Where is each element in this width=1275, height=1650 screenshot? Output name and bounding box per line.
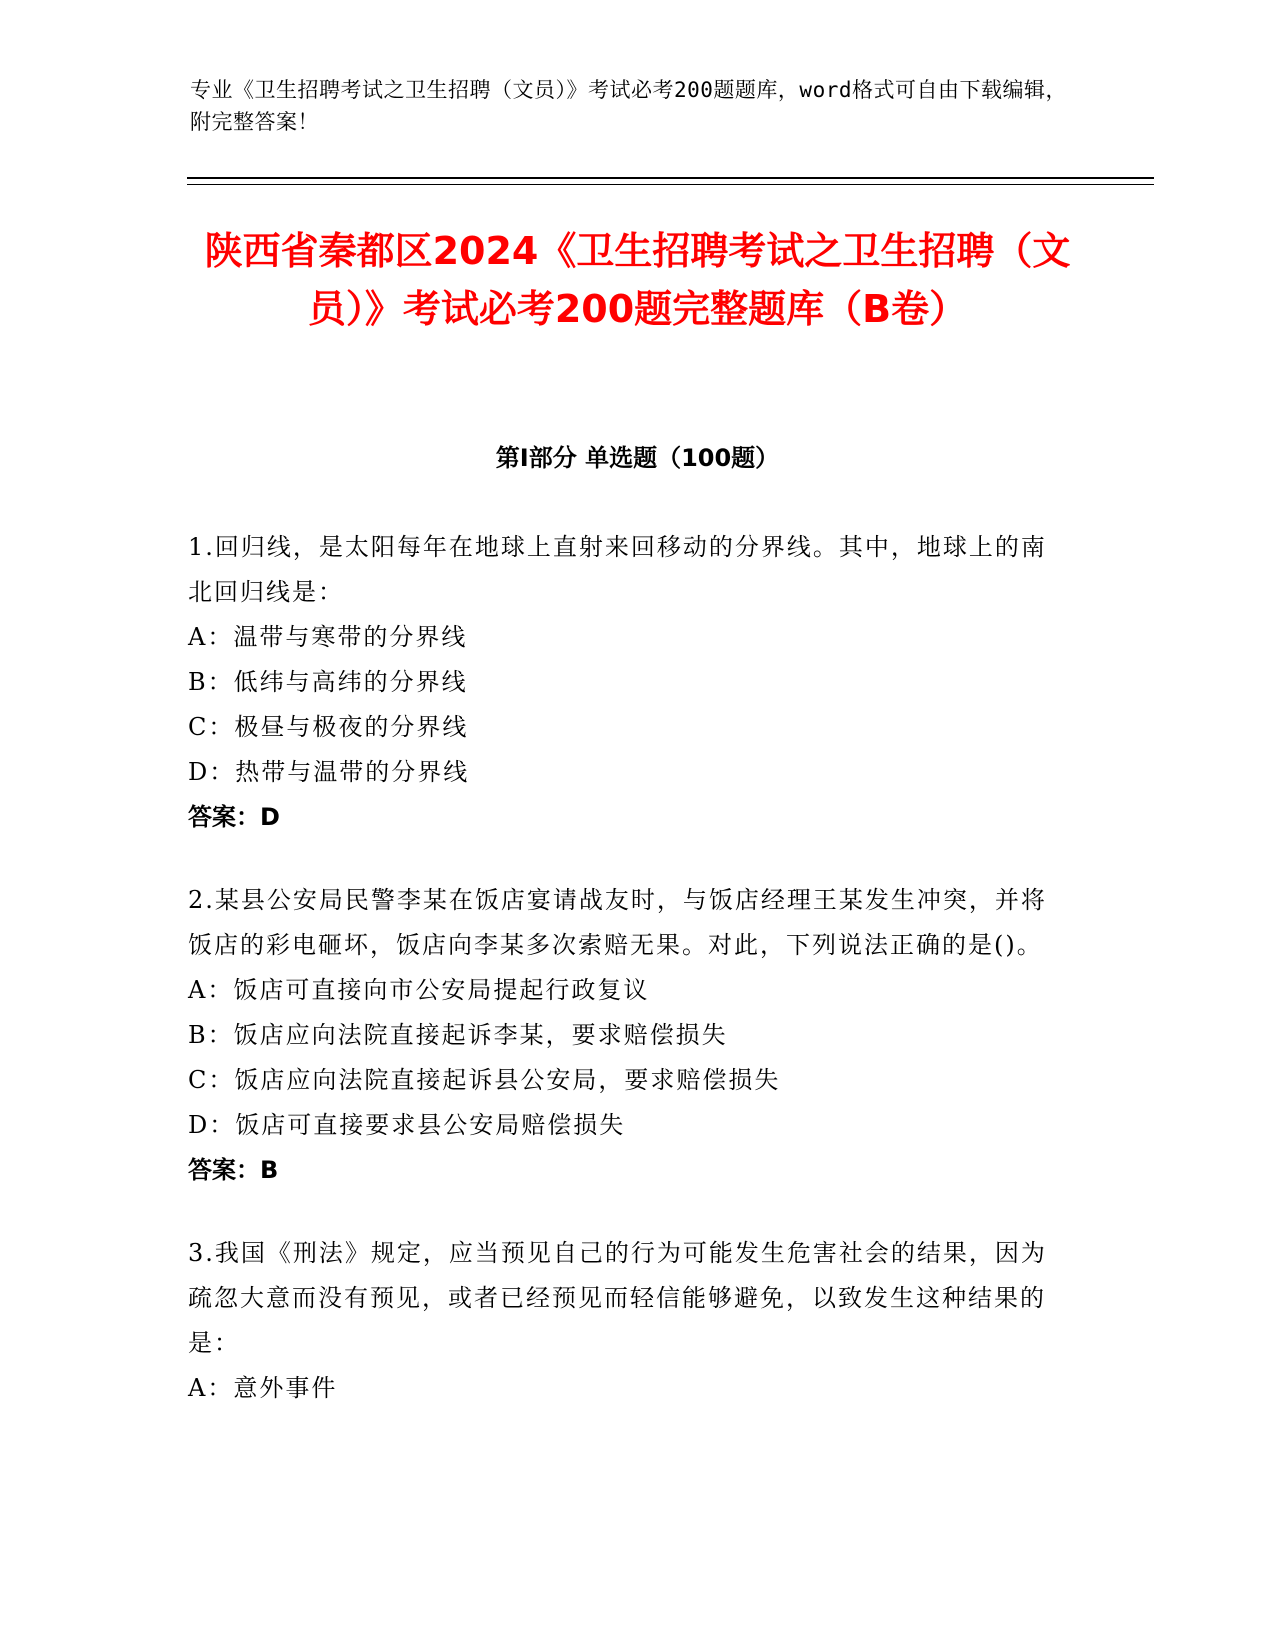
question-list — [188, 525, 1068, 1449]
option-a: A：意外事件 — [188, 1374, 338, 1402]
document-title: 陕西省秦都区2024《卫生招聘考试之卫生招聘（文员）》考试必考200题完整题库（B卷） — [204, 229, 1071, 331]
option-b: B：低纬与高纬的分界线 — [188, 668, 468, 696]
answer: 答案：B — [188, 1156, 279, 1184]
option-a: A：温带与寒带的分界线 — [188, 623, 468, 651]
option-c: C：极昼与极夜的分界线 — [188, 713, 469, 741]
question-2 — [188, 878, 1068, 1193]
option-a: A：饭店可直接向市公安局提起行政复议 — [188, 976, 650, 1004]
question-3 — [188, 1231, 1068, 1411]
question-stem: 1.回归线，是太阳每年在地球上直射来回移动的分界线。其中，地球上的南北回归线是： — [188, 533, 1047, 606]
question-1 — [188, 525, 1068, 840]
answer: 答案：D — [188, 803, 280, 831]
option-d: D：热带与温带的分界线 — [188, 758, 470, 786]
question-stem: 3.我国《刑法》规定，应当预见自己的行为可能发生危害社会的结果，因为疏忽大意而没有预见，或者已经预见而轻信能够避免，以致发生这种结果的是： — [188, 1239, 1047, 1357]
header-note: 专业《卫生招聘考试之卫生招聘（文员）》考试必考200题题库，word格式可自由下载编辑，附完整答案！ — [190, 78, 1067, 134]
option-b: B：饭店应向法院直接起诉李某，要求赔偿损失 — [188, 1021, 728, 1049]
option-c: C：饭店应向法院直接起诉县公安局，要求赔偿损失 — [188, 1066, 781, 1094]
header-divider-thin — [187, 184, 1154, 185]
question-stem: 2.某县公安局民警李某在饭店宴请战友时，与饭店经理王某发生冲突，并将饭店的彩电砸坏，饭店向李某多次索赔无果。对此，下列说法正确的是()。 — [188, 886, 1047, 959]
option-d: D：饭店可直接要求县公安局赔偿损失 — [188, 1111, 626, 1139]
section-title: 第I部分 单选题（100题） — [495, 444, 780, 472]
header-divider-thick — [187, 177, 1154, 179]
